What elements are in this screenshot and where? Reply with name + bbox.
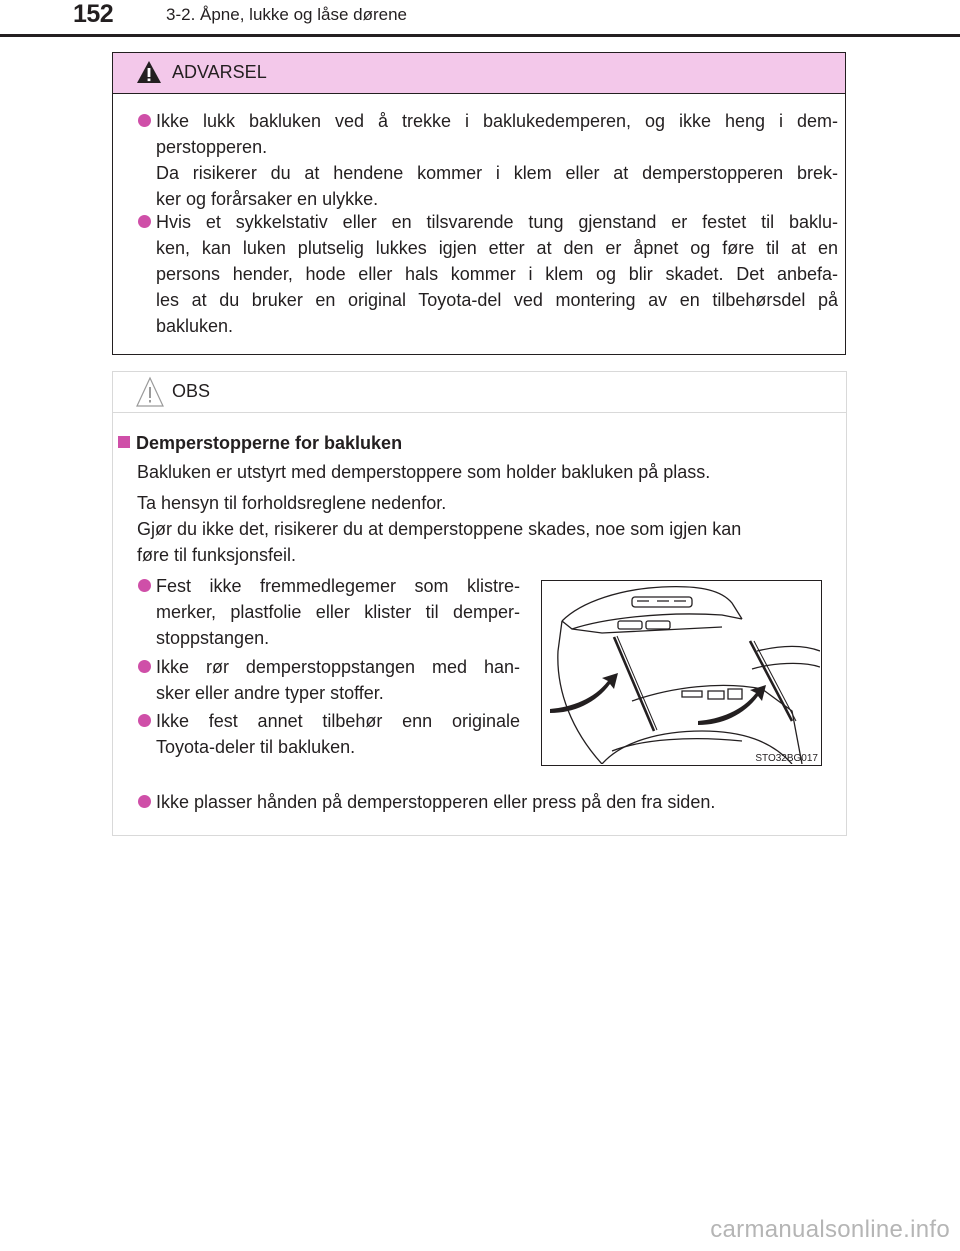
- header-divider: [0, 34, 960, 37]
- figure-code: STO32BG017: [755, 753, 818, 764]
- obs-heading-text: Demperstopperne for bakluken: [136, 433, 403, 453]
- warning-triangle-icon: [136, 59, 162, 85]
- text-line: Toyota-deler til bakluken.: [156, 737, 356, 757]
- obs-paragraph: [137, 490, 837, 568]
- bullet-dot: [138, 714, 151, 727]
- section-title: 3-2. Åpne, lukke og låse dørene: [166, 5, 407, 24]
- text-line: perstopperen.: [156, 137, 268, 157]
- text-line: ken, kan luken plutselig lukkes igjen etter at den er åpnet og føre til at en: [156, 238, 838, 258]
- text-line: Bakluken er utstyrt med demperstoppere som holder bakluken på plass.: [137, 462, 711, 482]
- text-line: ker og forårsaker en ulykke.: [156, 189, 379, 209]
- text-line: Ikke lukk bakluken ved å trekke i baklukedemperen, og ikke heng i dem-: [156, 111, 838, 131]
- obs-label: OBS: [172, 381, 211, 401]
- text-line: Hvis et sykkelstativ eller en tilsvarende tung gjenstand er festet til baklu-: [156, 212, 838, 232]
- text-line: Ikke plasser hånden på demperstopperen eller press på den fra siden.: [156, 792, 716, 812]
- text-line: stoppstangen.: [156, 628, 270, 648]
- bullet-dot: [138, 660, 151, 673]
- text-line: Ikke fest annet tilbehør enn originale: [156, 711, 520, 731]
- bullet-dot: [138, 579, 151, 592]
- text-line: bakluken.: [156, 316, 234, 336]
- obs-item: [138, 573, 520, 651]
- obs-item: [138, 789, 838, 815]
- text-line: Da risikerer du at hendene kommer i klem eller at demperstopperen brek-: [156, 163, 838, 183]
- obs-paragraph: [137, 459, 837, 485]
- caution-triangle-outline-icon: [135, 376, 165, 408]
- tailgate-damper-figure: [541, 580, 822, 766]
- warning-item: [138, 209, 838, 339]
- watermark: carmanualsonline.info: [710, 1216, 950, 1243]
- text-line: Fest ikke fremmedlegemer som klistre-: [156, 576, 520, 596]
- text-line: Ta hensyn til forholdsreglene nedenfor.: [137, 493, 447, 513]
- text-line: Ikke rør demperstoppstangen med han-: [156, 657, 520, 677]
- page-number: 152: [73, 0, 114, 28]
- obs-heading: [118, 430, 402, 456]
- obs-item: [138, 708, 520, 760]
- bullet-dot: [138, 215, 151, 228]
- warning-item: [138, 108, 838, 212]
- text-line: Gjør du ikke det, risikerer du at demperstoppene skades, noe som igjen kan: [137, 519, 742, 539]
- text-line: persons hender, hode eller hals kommer i klem og blir skadet. Det anbefa-: [156, 264, 838, 284]
- text-line: føre til funksjonsfeil.: [137, 545, 297, 565]
- tailgate-illustration: [542, 581, 820, 764]
- bullet-dot: [138, 114, 151, 127]
- text-line: les at du bruker en original Toyota-del ved montering av en tilbehørsdel på: [156, 290, 838, 310]
- warning-header: [113, 53, 845, 94]
- warning-label: ADVARSEL: [172, 62, 267, 82]
- obs-item: [138, 654, 520, 706]
- bullet-dot: [138, 795, 151, 808]
- obs-header: [113, 372, 846, 413]
- bullet-square: [118, 436, 130, 448]
- text-line: merker, plastfolie eller klister til demper-: [156, 602, 520, 622]
- text-line: sker eller andre typer stoffer.: [156, 683, 384, 703]
